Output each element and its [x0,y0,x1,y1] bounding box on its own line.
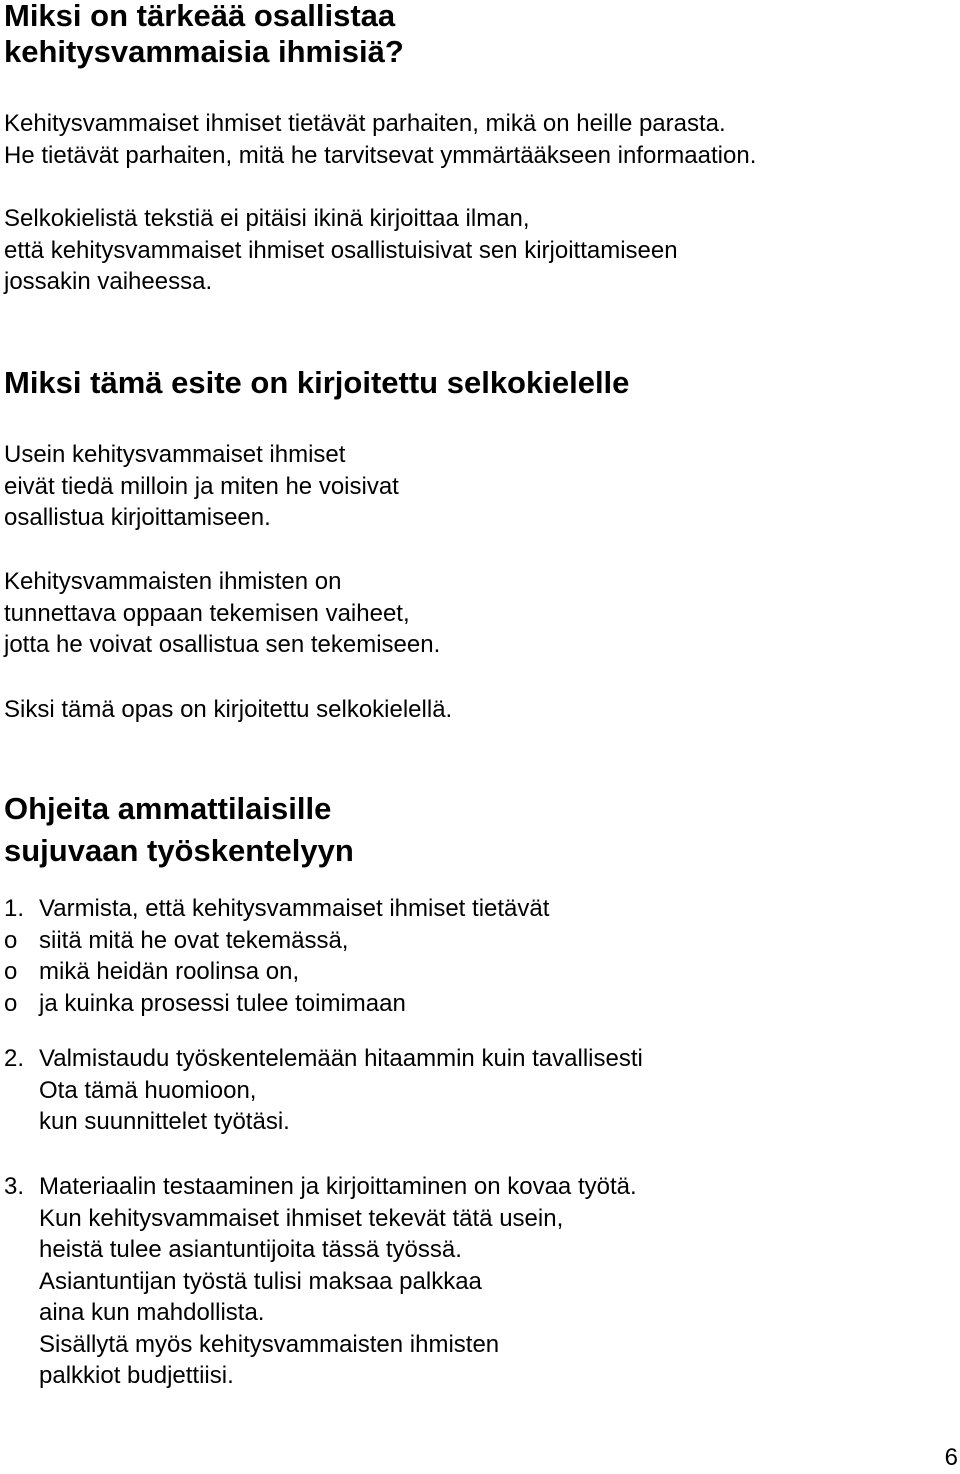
section-title-guidelines: Ohjeita ammattilaisille sujuvaan työskentelyyn [4,791,354,868]
sub-list-item [4,988,939,1020]
sub-list-item [4,956,939,988]
list-item-text: Sisällytä myös kehitysvammaisten ihmisten [39,1330,500,1358]
list-item-text: Materiaalin testaaminen ja kirjoittaminen on kovaa työtä. [39,1173,637,1200]
list-item-text: heistä tulee asiantuntijoita tässä työssä. [39,1236,462,1263]
list-item-text: Varmista, että kehitysvammaiset ihmiset tietävät [39,895,550,922]
list-item-text: Valmistaudu työskentelemään hitaammin kuin tavallisesti [39,1045,643,1072]
list-item-text: Kun kehitysvammaiset ihmiset tekevät tätä usein, [39,1204,564,1232]
paragraph-often-unaware: Usein kehitysvammaiset ihmiset eivät tiedä milloin ja miten he voisivat osallistua kirjoittamiseen. [4,441,399,531]
list-item-text: kun suunnittelet työtäsi. [39,1108,290,1135]
paragraph-know-phases: Kehitysvammaisten ihmisten on tunnettava oppaan tekemisen vaiheet, jotta he voivat osallistua sen tekemiseen. [4,568,441,658]
circle-bullet-icon: o [4,958,18,985]
section-title-why-easy-language: Miksi tämä esite on kirjoitettu selkokielelle [4,365,630,400]
section-title-why-involve: Miksi on tärkeää osallistaa kehitysvammaisia ihmisiä? [4,0,404,69]
circle-bullet-icon: o [4,989,18,1017]
list-item-text: Ota tämä huomioon, [39,1076,257,1104]
list-item-number: 1. [4,895,25,922]
sub-list-item [4,925,939,957]
list-item-number: 2. [4,1045,25,1072]
sub-list-item-text: ja kuinka prosessi tulee toimimaan [39,989,406,1017]
list-item-text: Asiantuntijan työstä tulisi maksaa palkkaa [39,1267,482,1295]
paragraph-therefore: Siksi tämä opas on kirjoitettu selkokielellä. [4,696,453,723]
circle-bullet-icon: o [4,926,18,954]
list-item-text: palkkiot budjettiisi. [39,1362,234,1389]
list-item-number: 3. [4,1173,25,1200]
paragraph-experts: Kehitysvammaiset ihmiset tietävät parhaiten, mikä on heille parasta. He tietävät parhaiten, mitä he tarvitsevat ymmärtääkseen informaation. [4,110,757,169]
paragraph-never-without: Selkokielistä tekstiä ei pitäisi ikinä kirjoittaa ilman, että kehitysvammaiset ihmiset osallistuisivat sen kirjoittamiseen jossakin vaiheessa. [4,205,678,295]
list-item-text: aina kun mahdollista. [39,1299,265,1326]
sub-list-item-text: mikä heidän roolinsa on, [39,958,300,985]
page-number: 6 [944,1444,958,1471]
sub-list-item-text: siitä mitä he ovat tekemässä, [39,926,349,954]
